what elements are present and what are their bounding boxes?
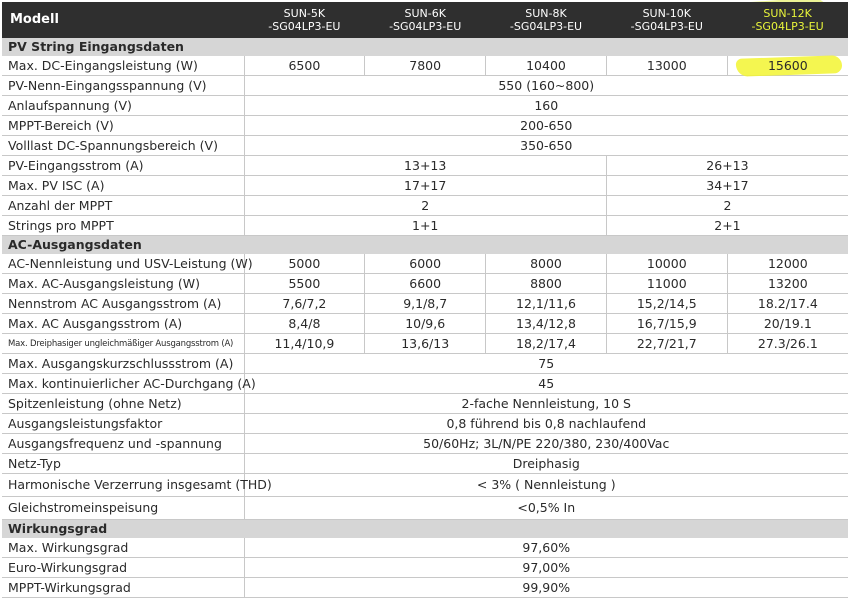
table-row <box>2 76 848 96</box>
cell-value: 5000 <box>244 254 365 274</box>
table-row <box>2 136 848 156</box>
cell-value: 2 <box>606 196 848 216</box>
section-pv-header <box>2 38 848 56</box>
cell-value: 75 <box>244 354 848 374</box>
cell-value: 15,2/14,5 <box>606 294 727 314</box>
row-label: Gleichstromeinspeisung <box>2 497 244 520</box>
row-label: PV-Nenn-Eingangsspannung (V) <box>2 76 244 96</box>
cell-value: 6500 <box>244 56 365 76</box>
spec-table <box>2 2 848 598</box>
cell-value: 13000 <box>606 56 727 76</box>
cell-value: 18,2/17,4 <box>486 334 607 354</box>
section-title-ac: AC-Ausgangsdaten <box>2 236 244 255</box>
table-row <box>2 354 848 374</box>
table-row <box>2 334 848 354</box>
cell-value: 10000 <box>606 254 727 274</box>
table-row <box>2 474 848 497</box>
cell-value: Dreiphasig <box>244 454 848 474</box>
cell-value: 7800 <box>365 56 486 76</box>
cell-value: 550 (160~800) <box>244 76 848 96</box>
cell-value: 13200 <box>727 274 848 294</box>
row-label: Netz-Typ <box>2 454 244 474</box>
cell-value: 0,8 führend bis 0,8 nachlaufend <box>244 414 848 434</box>
cell-value: 99,90% <box>244 578 848 598</box>
table-row <box>2 414 848 434</box>
table-row <box>2 538 848 558</box>
table-row <box>2 216 848 236</box>
cell-value: 200-650 <box>244 116 848 136</box>
cell-value: 97,00% <box>244 558 848 578</box>
cell-value: 2 <box>244 196 606 216</box>
row-label: Ausgangsleistungsfaktor <box>2 414 244 434</box>
model-header-sun-10k: SUN-10K -SG04LP3-EU <box>606 2 727 38</box>
row-label: Ausgangsfrequenz und -spannung <box>2 434 244 454</box>
cell-value: 97,60% <box>244 538 848 558</box>
table-row <box>2 314 848 334</box>
cell-value: 22,7/21,7 <box>606 334 727 354</box>
table-row <box>2 254 848 274</box>
table-row <box>2 454 848 474</box>
section-title-efficiency: Wirkungsgrad <box>2 520 244 539</box>
cell-value: 18.2/17.4 <box>727 294 848 314</box>
table-row <box>2 176 848 196</box>
cell-value: 26+13 <box>606 156 848 176</box>
table-row <box>2 274 848 294</box>
model-header-sun-8k: SUN-8K -SG04LP3-EU <box>486 2 607 38</box>
cell-value: 10400 <box>486 56 607 76</box>
table-row <box>2 96 848 116</box>
row-label: Max. Ausgangskurzschlussstrom (A) <box>2 354 244 374</box>
row-label: Max. Dreiphasiger ungleichmäßiger Ausgangsstrom (A) <box>2 334 244 354</box>
cell-value: 2-fache Nennleistung, 10 S <box>244 394 848 414</box>
cell-value: 12000 <box>727 254 848 274</box>
cell-value: 10/9,6 <box>365 314 486 334</box>
row-label: Max. AC-Ausgangsleistung (W) <box>2 274 244 294</box>
cell-value: 12,1/11,6 <box>486 294 607 314</box>
row-label: Volllast DC-Spannungsbereich (V) <box>2 136 244 156</box>
cell-value: 16,7/15,9 <box>606 314 727 334</box>
table-row <box>2 394 848 414</box>
cell-value: 17+17 <box>244 176 606 196</box>
section-ac-header <box>2 236 848 255</box>
row-label: Nennstrom AC Ausgangsstrom (A) <box>2 294 244 314</box>
header-label: Modell <box>2 2 244 38</box>
model-header-sun-5k: SUN-5K -SG04LP3-EU <box>244 2 365 38</box>
row-label: PV-Eingangsstrom (A) <box>2 156 244 176</box>
row-label: Anzahl der MPPT <box>2 196 244 216</box>
row-label: Max. DC-Eingangsleistung (W) <box>2 56 244 76</box>
cell-value: 8000 <box>486 254 607 274</box>
cell-value: < 3% ( Nennleistung ) <box>244 474 848 497</box>
cell-value: 8,4/8 <box>244 314 365 334</box>
table-row <box>2 156 848 176</box>
cell-value: 9,1/8,7 <box>365 294 486 314</box>
row-label: Euro-Wirkungsgrad <box>2 558 244 578</box>
header-row <box>2 2 848 38</box>
cell-value: 20/19.1 <box>727 314 848 334</box>
row-label: MPPT-Bereich (V) <box>2 116 244 136</box>
row-label: Max. PV ISC (A) <box>2 176 244 196</box>
cell-value: 13+13 <box>244 156 606 176</box>
model-header-sun-12k: SUN-12K -SG04LP3-EU <box>727 2 848 38</box>
row-label: AC-Nennleistung und USV-Leistung (W) <box>2 254 244 274</box>
row-label: Harmonische Verzerrung insgesamt (THD) <box>2 474 244 497</box>
cell-value: 7,6/7,2 <box>244 294 365 314</box>
table-row <box>2 294 848 314</box>
section-title-pv: PV String Eingangsdaten <box>2 38 244 56</box>
cell-value: 6600 <box>365 274 486 294</box>
cell-value: 11000 <box>606 274 727 294</box>
table-row <box>2 56 848 76</box>
row-label: Max. Wirkungsgrad <box>2 538 244 558</box>
cell-value: 350-650 <box>244 136 848 156</box>
cell-value: 50/60Hz; 3L/N/PE 220/380, 230/400Vac <box>244 434 848 454</box>
table-row <box>2 434 848 454</box>
cell-value: 27.3/26.1 <box>727 334 848 354</box>
cell-value: 11,4/10,9 <box>244 334 365 354</box>
table-row <box>2 497 848 520</box>
cell-value: 1+1 <box>244 216 606 236</box>
cell-value: 160 <box>244 96 848 116</box>
model-header-sun-6k: SUN-6K -SG04LP3-EU <box>365 2 486 38</box>
cell-value: 8800 <box>486 274 607 294</box>
cell-value: 6000 <box>365 254 486 274</box>
cell-value: 34+17 <box>606 176 848 196</box>
cell-value: 13,4/12,8 <box>486 314 607 334</box>
cell-value: 45 <box>244 374 848 394</box>
cell-value: <0,5% In <box>244 497 848 520</box>
row-label: MPPT-Wirkungsgrad <box>2 578 244 598</box>
table-row <box>2 116 848 136</box>
row-label: Anlaufspannung (V) <box>2 96 244 116</box>
cell-value: 13,6/13 <box>365 334 486 354</box>
table-row <box>2 578 848 598</box>
row-label: Max. AC Ausgangsstrom (A) <box>2 314 244 334</box>
section-eff-header <box>2 520 848 539</box>
cell-value: 5500 <box>244 274 365 294</box>
cell-value: 2+1 <box>606 216 848 236</box>
table-row <box>2 196 848 216</box>
row-label: Max. kontinuierlicher AC-Durchgang (A) <box>2 374 244 394</box>
row-label: Spitzenleistung (ohne Netz) <box>2 394 244 414</box>
table-row <box>2 558 848 578</box>
table-row <box>2 374 848 394</box>
row-label: Strings pro MPPT <box>2 216 244 236</box>
cell-value-highlighted: 15600 <box>727 56 848 76</box>
